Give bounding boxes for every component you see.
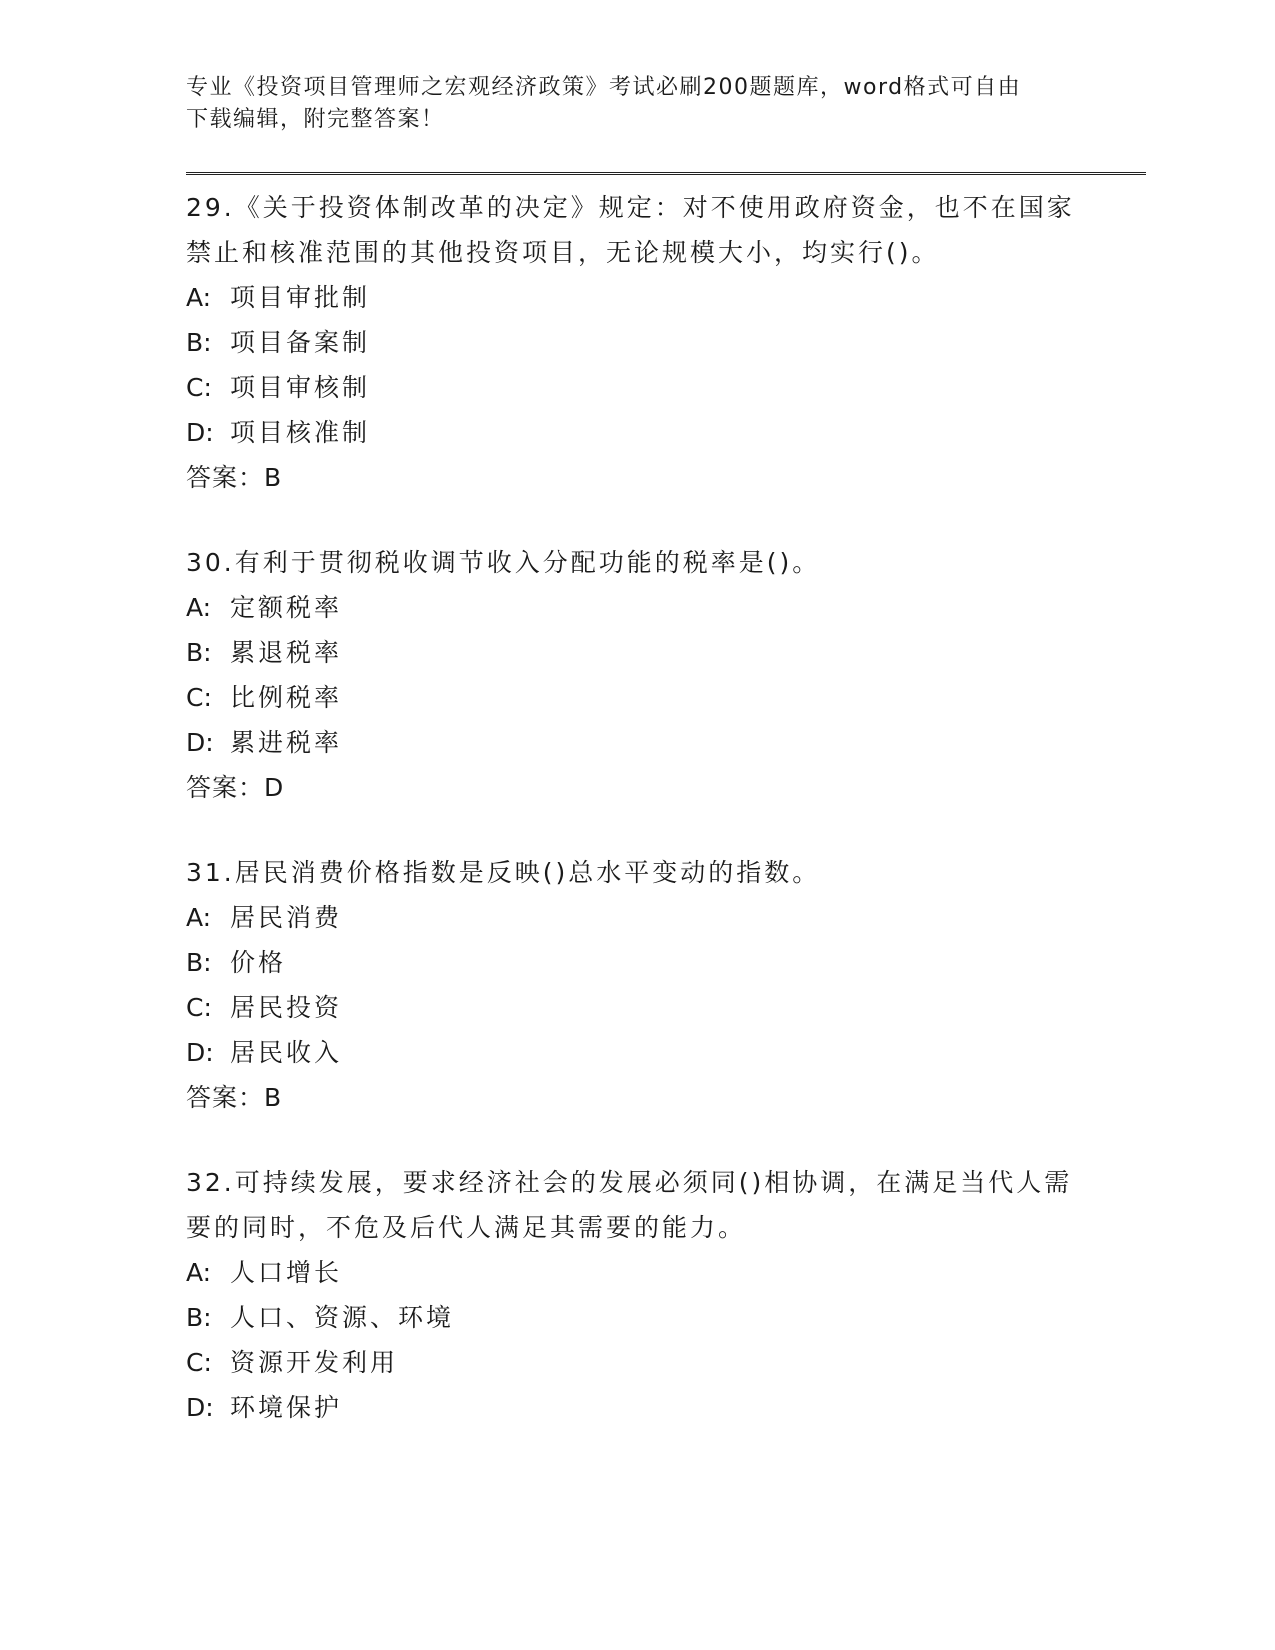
option-a [186,895,1146,940]
option-a [186,585,1146,630]
question-31 [186,850,1146,1120]
option-text: 人口增长 [230,1258,343,1287]
option-text: 价格 [230,948,287,977]
option-b [186,630,1146,675]
option-text: 定额税率 [230,593,343,622]
option-text: 人口、资源、环境 [230,1303,455,1332]
option-key: C: [186,993,212,1022]
question-text: 32.可持续发展，要求经济社会的发展必须同()相协调，在满足当代人需要的同时，不危及后代人满足其需要的能力。 [186,1168,1073,1242]
document-page [186,72,1146,1430]
question-30 [186,540,1146,810]
option-key: B: [186,328,212,357]
option-key: B: [186,638,212,667]
option-d [186,410,1146,455]
option-c [186,985,1146,1030]
question-text: 31.居民消费价格指数是反映()总水平变动的指数。 [186,858,821,887]
document-header [186,72,1146,136]
option-text: 环境保护 [230,1393,343,1422]
option-c [186,365,1146,410]
option-c [186,1340,1146,1385]
option-text: 居民消费 [230,903,343,932]
option-d [186,720,1146,765]
option-text: 累退税率 [230,638,343,667]
option-text: 比例税率 [230,683,343,712]
option-key: D: [186,728,214,757]
option-key: A: [186,593,212,622]
question-text: 30.有利于贯彻税收调节收入分配功能的税率是()。 [186,548,821,577]
option-key: A: [186,903,212,932]
option-text: 资源开发利用 [230,1348,399,1377]
option-key: B: [186,948,212,977]
option-d [186,1030,1146,1075]
answer-text: 答案：B [186,1083,283,1112]
option-a [186,1250,1146,1295]
option-key: D: [186,418,214,447]
answer-text: 答案：D [186,773,285,802]
option-b [186,940,1146,985]
header-line-1: 专业《投资项目管理师之宏观经济政策》考试必刷200题题库，word格式可自由 [186,75,1022,100]
option-key: A: [186,283,212,312]
question-29 [186,185,1146,500]
option-text: 居民投资 [230,993,343,1022]
option-c [186,675,1146,720]
option-key: B: [186,1303,212,1332]
option-text: 项目审批制 [230,283,371,312]
option-b [186,1295,1146,1340]
answer-text: 答案：B [186,463,283,492]
option-key: C: [186,1348,212,1377]
option-key: D: [186,1038,214,1067]
header-line-2: 下载编辑，附完整答案！ [186,107,445,132]
option-text: 项目备案制 [230,328,371,357]
header-divider [186,172,1146,175]
option-text: 项目审核制 [230,373,371,402]
option-key: C: [186,683,212,712]
option-key: C: [186,373,212,402]
option-text: 累进税率 [230,728,343,757]
option-text: 项目核准制 [230,418,371,447]
question-32 [186,1160,1146,1430]
option-key: D: [186,1393,214,1422]
option-key: A: [186,1258,212,1287]
question-text: 29.《关于投资体制改革的决定》规定：对不使用政府资金，也不在国家禁止和核准范围的其他投资项目，无论规模大小，均实行()。 [186,193,1075,267]
option-a [186,275,1146,320]
option-text: 居民收入 [230,1038,343,1067]
option-d [186,1385,1146,1430]
option-b [186,320,1146,365]
